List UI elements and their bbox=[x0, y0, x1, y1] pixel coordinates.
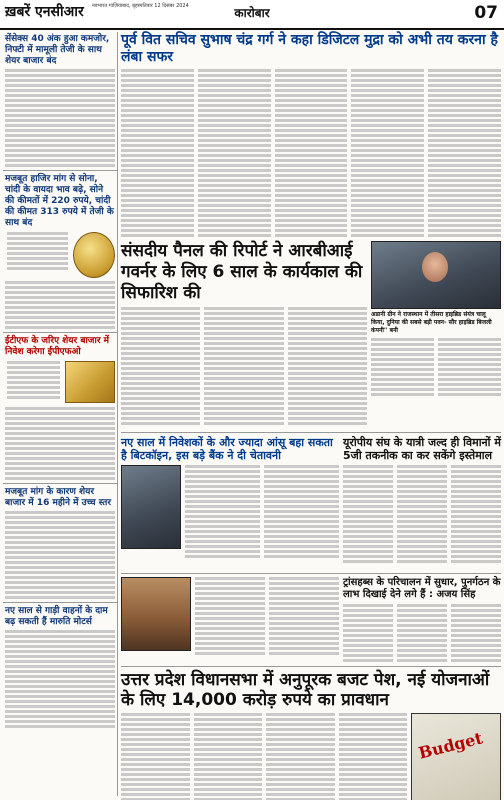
budget-image-text: Budget bbox=[416, 728, 485, 763]
article-6-body bbox=[121, 713, 407, 800]
dateline: नवभारत गाज़ियाबाद, बृहस्पतिवार 12 दिसंबर 2024 bbox=[92, 3, 189, 9]
left-article-2-body bbox=[7, 232, 68, 275]
left-article-1-body bbox=[5, 69, 115, 167]
adani-caption-headline: अडानी ग्रीन ने राजस्थान में तीसरा हाइब्रिड संयंत्र चालू किया, दुनिया की सबसे बड़ी पवन- सौर हाइब्रिड बिजली कंपनी'' बनी bbox=[371, 311, 492, 334]
left-column bbox=[3, 32, 118, 796]
left-headline-2: मजबूत हाजिर मांग से सोना, चांदी के वायदा भाव बढ़े, सोने की कीमतों में 220 रुपये, चांदी की कीमत 313 रुपये में तेजी के साथ बंद bbox=[5, 174, 114, 228]
article-2-body bbox=[121, 307, 367, 427]
main-headline-3: नए साल में निवेशकों के और ज्यादा आंसू बहा सकता है बिटकॉइन, इस बड़े बैंक ने दी चेतावनी bbox=[121, 436, 333, 462]
left-headline-4: मजबूत मांग के कारण शेयर बाजार में 16 महीने में उच्च स्तर bbox=[5, 487, 112, 508]
adani-person-photo bbox=[371, 241, 501, 309]
budget-image bbox=[411, 713, 501, 800]
masthead bbox=[0, 0, 504, 30]
left-article-5-body bbox=[5, 630, 115, 728]
gold-bar-image bbox=[65, 361, 115, 403]
left-headline-1: सेंसेक्स 40 अंक हुआ कमजोर, निफ्टी में मामूली तेजी के साथ शेयर बाजार बंद bbox=[5, 34, 110, 66]
brand-logo-text: ख़बरें एनसीआर bbox=[5, 4, 84, 20]
left-article-4-body bbox=[5, 511, 115, 599]
article-1-body bbox=[121, 69, 501, 237]
main-headline-1: पूर्व वित सचिव सुभाष चंद्र गर्ग ने कहा डिजिटल मुद्रा को अभी तय करना है लंबा सफर bbox=[121, 32, 498, 65]
left-headline-5: नए साल से गाड़ी वाहनों के दाम बढ़ सकती हैं मारुति मोटर्स bbox=[5, 606, 108, 627]
main-headline-2: संसदीय पैनल की रिपोर्ट ने आरबीआई गवर्नर के लिए 6 साल के कार्यकाल की सिफारिश की bbox=[121, 241, 363, 303]
bitcoin-image bbox=[121, 465, 181, 549]
main-area bbox=[121, 32, 501, 796]
main-headline-6: उत्तर प्रदेश विधानसभा में अनुपूरक बजट पेश, नई योजनाओं के लिए 14,000 करोड़ रुपये का प्रावधान bbox=[121, 670, 490, 710]
left-headline-3: ईटीएफ के जरिए शेयर बाजार में निवेश करेगा ईपीएफओ bbox=[5, 336, 110, 357]
main-headline-5: ट्रांसहब्स के परिचालन में सुधार, पुनर्गठन के लाभ दिखाई देने लगे हैं : अजय सिंह bbox=[343, 577, 501, 600]
gold-coin-image bbox=[73, 232, 115, 278]
section-title: कारोबार bbox=[234, 6, 270, 20]
main-headline-4: यूरोपीय संघ के यात्री जल्द ही विमानों में 5जी तकनीक का कर सकेंगे इस्तेमाल bbox=[343, 436, 501, 462]
left-article-3-body bbox=[7, 361, 60, 401]
building-photo bbox=[121, 577, 191, 651]
page-number: 07 bbox=[474, 3, 498, 23]
